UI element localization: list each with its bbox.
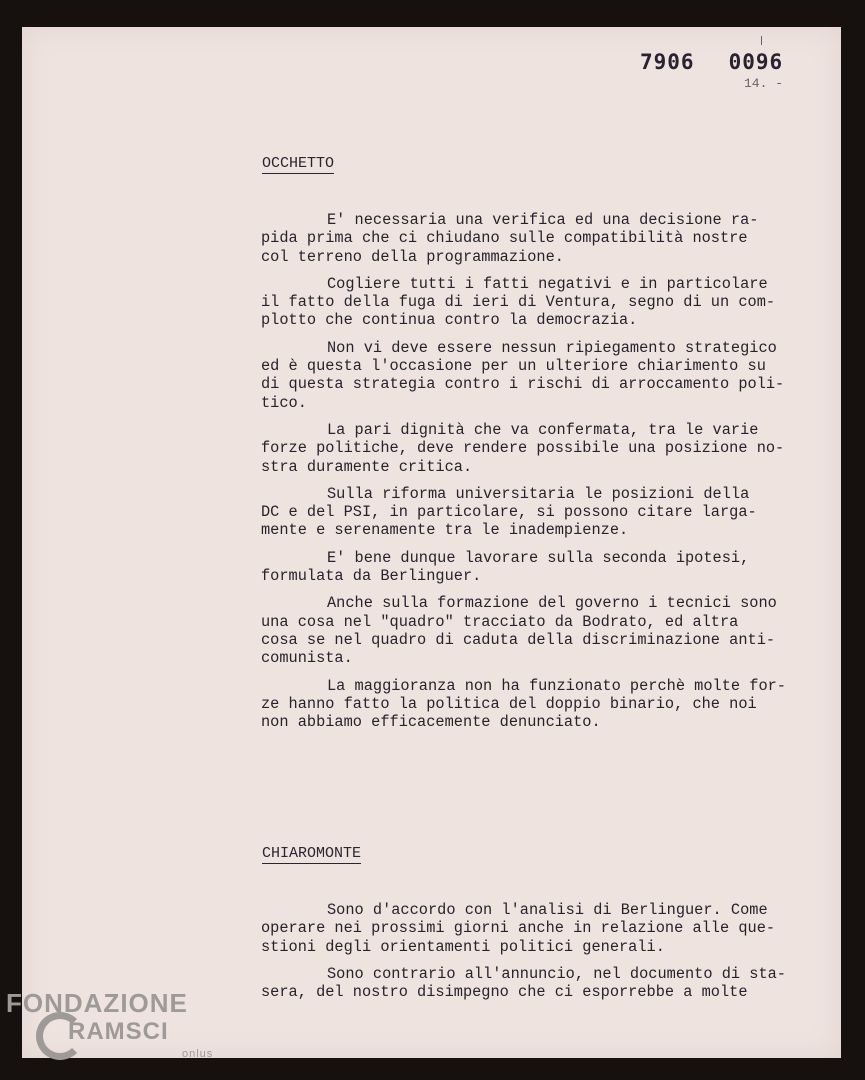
section-occhetto [261, 211, 821, 740]
speaker-heading-occhetto: OCCHETTO [262, 155, 335, 172]
section-chiaromonte [261, 901, 821, 1010]
paragraph: La maggioranza non ha funzionato perchè molte for- ze hanno fatto la politica del doppio binario, che noi non abbiamo efficacemente denunciato. [261, 676, 786, 732]
speaker-heading-chiaromonte: CHIAROMONTE [262, 845, 362, 862]
paragraph: E' necessaria una verifica ed una decisione ra- pida prima che ci chiudano sulle compatibilità nostre col terreno della programmazione. [261, 211, 759, 266]
archive-number-b: 0096 [728, 50, 784, 74]
paragraph: Anche sulla formazione del governo i tecnici sono una cosa nel "quadro" tracciato da Bodrato, ed altra cosa se nel quadro di caduta della discriminazione anti- comunista. [261, 594, 777, 668]
fondazione-gramsci-watermark [6, 988, 214, 1060]
paragraph: Sulla riforma universitaria le posizioni della DC e del PSI, in particolare, si possono citare larga- mente e serenamente tra le inadempienze. [261, 484, 757, 540]
paragraph: La pari dignità che va confermata, tra le varie forze politiche, deve rendere possibile una posizione no- stra duramente critica. [261, 420, 785, 476]
watermark-line2: RAMSCI [68, 1018, 169, 1045]
paragraph: Sono d'accordo con l'analisi di Berlinguer. Come operare nei prossimi giorni anche in relazione alle que- stioni degli orientamenti politici generali. [261, 901, 776, 956]
watermark-line3: onlus [182, 1048, 214, 1060]
archive-number-a: 7906 [640, 50, 695, 74]
paragraph: E' bene dunque lavorare sulla seconda ipotesi, formulata da Berlinguer. [261, 548, 750, 586]
archive-number [640, 50, 783, 74]
paragraph: Sono contrario all'annuncio, nel documento di sta- sera, del nostro disimpegno che ci esporrebbe a molte [261, 964, 786, 1002]
paragraph: Cogliere tutti i fatti negativi e in particolare il fatto della fuga di ieri di Ventura, segno di un com- plotto che continua contro la democrazia. [261, 274, 776, 330]
page-number: 14. - [744, 76, 784, 91]
watermark-line1: FONDAZIONE [6, 988, 188, 1018]
pencil-mark [761, 36, 762, 45]
paragraph: Non vi deve essere nessun ripiegamento strategico ed è questa l'occasione per un ulteriore chiarimento su di questa strategia contro i rischi di arroccamento poli- tico. [261, 338, 785, 412]
